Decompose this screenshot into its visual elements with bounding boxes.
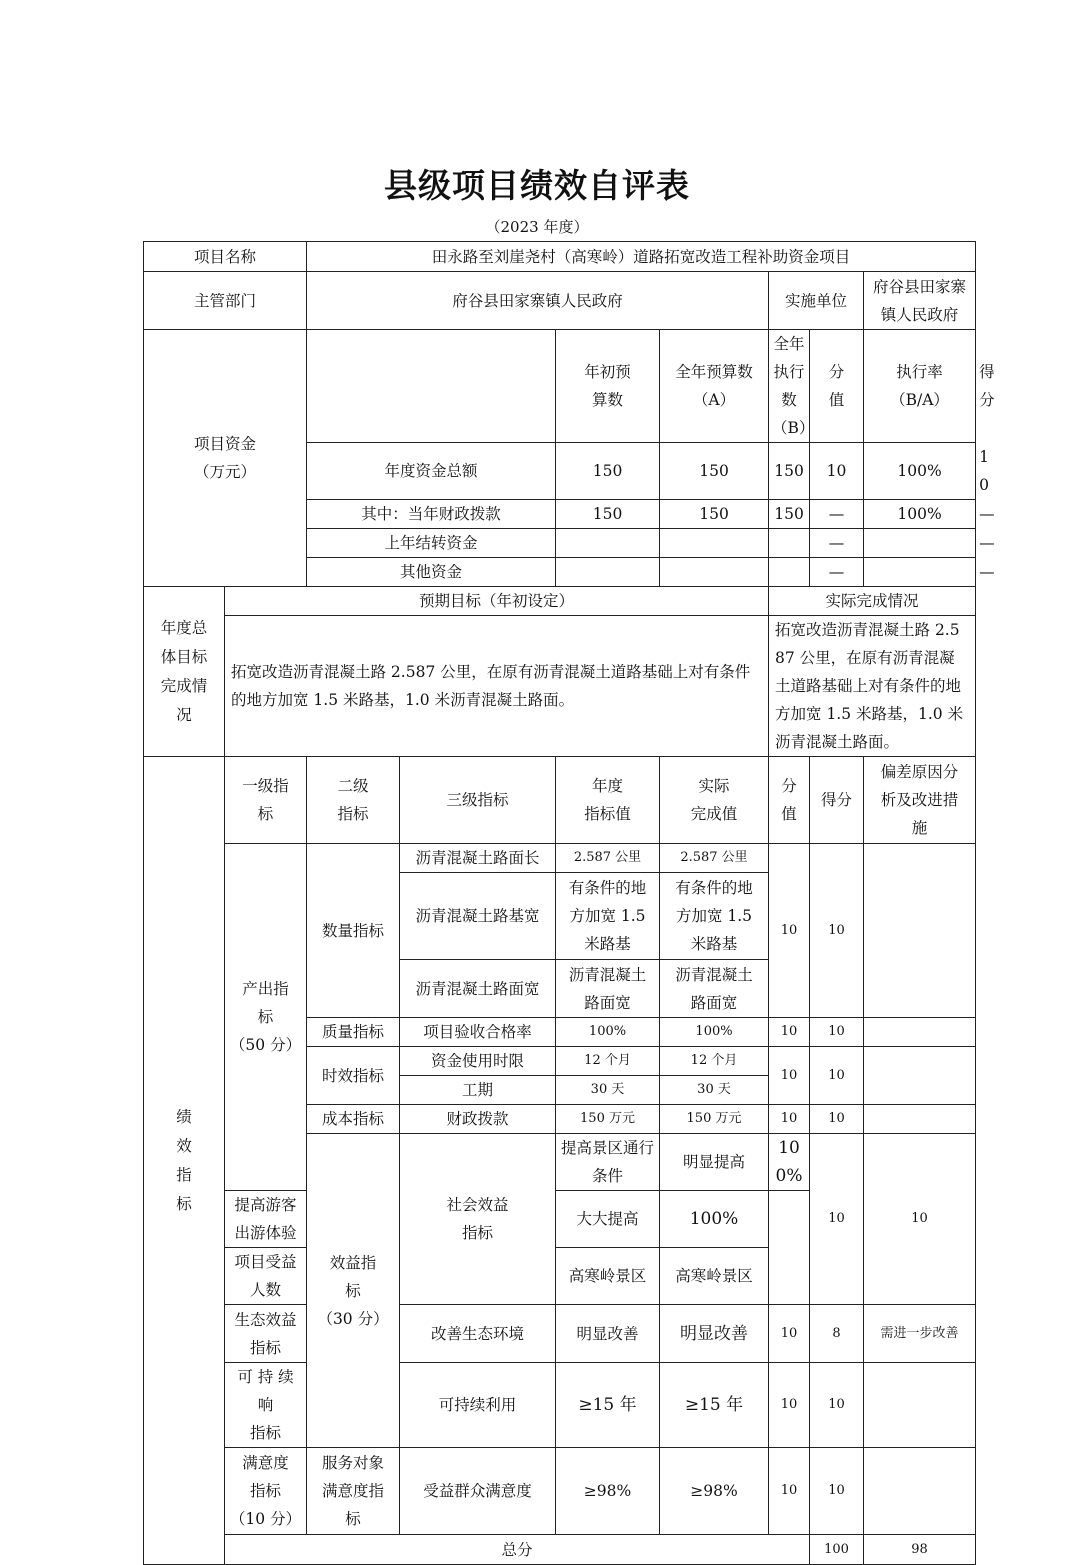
total-label: 总分	[225, 1535, 810, 1565]
impl-value: 府谷县田家寨镇人民政府	[864, 272, 976, 330]
indicator-target: ≥15 年	[556, 1363, 660, 1448]
funds-row-name: 上年结转资金	[307, 529, 556, 558]
indicator-got: 10	[810, 1018, 864, 1047]
perf-header-target: 年度 指标值	[556, 757, 660, 844]
project-name-label: 项目名称	[144, 242, 307, 272]
indicator-name: 沥青混凝土路基宽	[400, 873, 556, 960]
funds-row-initial: 150	[556, 443, 660, 500]
funds-row-exec	[769, 529, 810, 558]
indicator-target: 明显提高	[660, 1134, 769, 1191]
funds-header-exec: 全年执行数 （B）	[769, 330, 810, 443]
funds-row-score: 10	[810, 443, 864, 500]
indicator-score: 10	[769, 1018, 810, 1047]
funds-row-name: 年度资金总额	[307, 443, 556, 500]
quantity-score: 10	[769, 844, 810, 1018]
indicator-target: 沥青混凝土 路面宽	[556, 960, 660, 1018]
funds-header-rate: 执行率 （B/A）	[864, 330, 976, 443]
indicator-deviation	[864, 1363, 976, 1448]
funds-row-initial: 150	[556, 500, 660, 529]
indicator-actual: 150 万元	[660, 1105, 769, 1134]
indicator-actual: 明显改善	[660, 1305, 769, 1363]
indicator-actual: 100%	[660, 1191, 769, 1248]
funds-row-name: 其中：当年财政拨款	[307, 500, 556, 529]
indicator-deviation	[864, 1105, 976, 1134]
indicator-actual: 高寒岭景区	[660, 1248, 769, 1305]
quantity-deviation	[864, 844, 976, 1018]
indicator-actual: 12 个月	[660, 1047, 769, 1076]
indicator-actual: 30 天	[660, 1076, 769, 1105]
indicator-deviation: 需进一步改善	[864, 1305, 976, 1363]
funds-row-score: —	[810, 500, 864, 529]
indicator-actual: ≥98%	[660, 1448, 769, 1535]
funds-row-rate	[864, 558, 976, 587]
perf-header-got: 得分	[810, 757, 864, 844]
funds-row-rate: 100%	[864, 443, 976, 500]
indicator-actual: 100%	[769, 1134, 810, 1191]
funds-row-exec: 150	[769, 500, 810, 529]
quantity-label: 数量指标	[307, 844, 400, 1018]
evaluation-table: 项目名称 田永路至刘崖尧村（高寒岭）道路拓宽改造工程补助资金项目 主管部门 府谷县田家寨镇人民政府 实施单位 府谷县田家寨镇人民政府 项目资金 （万元） 年初预 算数 全年预算数 （A） 全年执行数 （B） 分 值 执行率 （B/A） 得分 年度资金总额 150 150 150 10 100% 10 其中：当年财政拨款 150 150 150 — 100% — 上年结转资金 — — 其他资金 — — 年度总 体目标 完成情 况 预期目标（年初设定） 实际完成情况 拓宽改造沥青混凝土路 2.587 公里，在原有沥青混凝土道路基础上对有条件的地方加宽 1.5 米路基，1.0 米沥青混凝土路面。 拓宽改造沥青混凝土路 2.587 公里，在原有沥青混凝土道路基础上对有条件的地方加宽 1.5 米路基，1.0 米沥青混凝土路面。 绩 效 指 标 一级指 标 二级 指标 三级指标 年度 指标值 实际 完成值 分 值 得分 偏差原因分 析及改进措 施 产出指 标 （50 分） 数量指标 沥青混凝土路面长 2.587 公里 2.587 公里 10 10 沥青混凝土路基宽 有条件的地 方加宽 1.5 米路基 有条件的地 方加宽 1.5 米路基 沥青混凝土路面宽 沥青混凝土 路面宽 沥青混凝土 路面宽 质量指标 项目验收合格率 100% 100% 10 10 时效指标 资金使用时限 12 个月 12 个月 10 10 工期 30 天 30 天 成本指标 财政拨款 150 万元 150 万元 10 10 效益指 标 （30 分） 社会效益 指标 提高景区通行条件 明显提高 100% 10 10 提高游客出游体验 大大提高 100% 项目受益人数 高寒岭景区 高寒岭景区 生态效益 指标 改善生态环境 明显改善 明显改善 10 8 需进一步改善 可 持 续 响 指标 可持续利用 ≥15 年 ≥15 年 10 10 满意度 指标 （10 分） 服务对象 满意度指 标 受益群众满意度 ≥98% ≥98% 10 10 总分 100 98	[143, 241, 976, 1565]
total-got: 98	[864, 1535, 976, 1565]
goals-label: 年度总 体目标 完成情 况	[144, 587, 225, 757]
dept-label: 主管部门	[144, 272, 307, 330]
funds-row-annual	[660, 558, 769, 587]
benefit-label: 效益指 标 （30 分）	[307, 1134, 400, 1448]
indicator-name: 沥青混凝土路面长	[400, 844, 556, 873]
indicator-name: 项目受益人数	[225, 1248, 307, 1305]
indicator-got: 10	[810, 1448, 864, 1535]
indicator-got: 10	[810, 1105, 864, 1134]
indicator-target: 150 万元	[556, 1105, 660, 1134]
dept-value: 府谷县田家寨镇人民政府	[307, 272, 769, 330]
indicator-name: 受益群众满意度	[400, 1448, 556, 1535]
funds-header-score: 分 值	[810, 330, 864, 443]
funds-label: 项目资金 （万元）	[144, 330, 307, 587]
indicator-name: 沥青混凝土路面宽	[400, 960, 556, 1018]
funds-row-annual: 150	[660, 500, 769, 529]
indicator-name: 财政拨款	[400, 1105, 556, 1134]
total-score: 100	[810, 1535, 864, 1565]
goals-actual-header: 实际完成情况	[769, 587, 976, 616]
indicator-target: 明显改善	[556, 1305, 660, 1363]
indicator-got: 8	[810, 1305, 864, 1363]
sustain-label: 可 持 续 响 指标	[225, 1363, 307, 1448]
indicator-name: 改善生态环境	[400, 1305, 556, 1363]
indicator-name: 项目验收合格率	[400, 1018, 556, 1047]
funds-row-rate	[864, 529, 976, 558]
funds-row-score: —	[810, 558, 864, 587]
indicator-name: 可持续利用	[400, 1363, 556, 1448]
indicator-actual: 有条件的地 方加宽 1.5 米路基	[660, 873, 769, 960]
funds-row-exec: 150	[769, 443, 810, 500]
funds-row-rate: 100%	[864, 500, 976, 529]
funds-row-score: —	[810, 529, 864, 558]
goals-actual: 拓宽改造沥青混凝土路 2.587 公里，在原有沥青混凝土道路基础上对有条件的地方加宽 1.5 米路基，1.0 米沥青混凝土路面。	[769, 616, 976, 757]
indicator-score: 10	[769, 1363, 810, 1448]
indicator-target: ≥98%	[556, 1448, 660, 1535]
quality-label: 质量指标	[307, 1018, 400, 1047]
indicator-actual: 100%	[660, 1018, 769, 1047]
goals-expected-header: 预期目标（年初设定）	[225, 587, 769, 616]
perf-label: 绩 效 指 标	[144, 757, 225, 1565]
timely-score: 10	[769, 1047, 810, 1105]
indicator-name: 工期	[400, 1076, 556, 1105]
indicator-score: 10	[769, 1305, 810, 1363]
cost-label: 成本指标	[307, 1105, 400, 1134]
document-title: 县级项目绩效自评表	[384, 166, 690, 205]
funds-row-exec	[769, 558, 810, 587]
indicator-target: 大大提高	[556, 1191, 660, 1248]
indicator-actual: ≥15 年	[660, 1363, 769, 1448]
perf-header-l2: 二级 指标	[307, 757, 400, 844]
eco-label: 生态效益 指标	[225, 1305, 307, 1363]
funds-header-annual: 全年预算数 （A）	[660, 330, 769, 443]
perf-header-actual: 实际 完成值	[660, 757, 769, 844]
indicator-name: 提高游客出游体验	[225, 1191, 307, 1248]
indicator-target: 30 天	[556, 1076, 660, 1105]
indicator-deviation	[864, 1018, 976, 1047]
perf-header-deviation: 偏差原因分 析及改进措 施	[864, 757, 976, 844]
quantity-got: 10	[810, 844, 864, 1018]
project-name: 田永路至刘崖尧村（高寒岭）道路拓宽改造工程补助资金项目	[307, 242, 976, 272]
indicator-target: 12 个月	[556, 1047, 660, 1076]
funds-row-initial	[556, 558, 660, 587]
impl-label: 实施单位	[769, 272, 864, 330]
indicator-score: 10	[769, 1448, 810, 1535]
goals-expected: 拓宽改造沥青混凝土路 2.587 公里，在原有沥青混凝土道路基础上对有条件的地方加宽 1.5 米路基，1.0 米沥青混凝土路面。	[225, 616, 769, 757]
indicator-name: 资金使用时限	[400, 1047, 556, 1076]
satisfaction-label: 满意度 指标 （10 分）	[225, 1448, 307, 1535]
perf-header-l3: 三级指标	[400, 757, 556, 844]
indicator-deviation	[864, 1448, 976, 1535]
indicator-target: 100%	[556, 1018, 660, 1047]
social-score: 10	[810, 1134, 864, 1305]
indicator-target: 2.587 公里	[556, 844, 660, 873]
social-label: 社会效益 指标	[400, 1134, 556, 1305]
perf-header-l1: 一级指 标	[225, 757, 307, 844]
funds-row-name: 其他资金	[307, 558, 556, 587]
perf-header-score: 分 值	[769, 757, 810, 844]
output-label: 产出指 标 （50 分）	[225, 844, 307, 1191]
timely-deviation	[864, 1047, 976, 1105]
indicator-target: 高寒岭景区	[556, 1248, 660, 1305]
satisfaction-sub-label: 服务对象 满意度指 标	[307, 1448, 400, 1535]
indicator-actual: 2.587 公里	[660, 844, 769, 873]
timely-got: 10	[810, 1047, 864, 1105]
indicator-target: 有条件的地 方加宽 1.5 米路基	[556, 873, 660, 960]
indicator-name: 提高景区通行条件	[556, 1134, 660, 1191]
timely-label: 时效指标	[307, 1047, 400, 1105]
funds-header-initial: 年初预 算数	[556, 330, 660, 443]
document-year: （2023 年度）	[485, 218, 589, 236]
funds-row-initial	[556, 529, 660, 558]
indicator-got: 10	[810, 1363, 864, 1448]
funds-row-annual: 150	[660, 443, 769, 500]
funds-row-annual	[660, 529, 769, 558]
indicator-score: 10	[769, 1105, 810, 1134]
indicator-actual: 沥青混凝土 路面宽	[660, 960, 769, 1018]
social-got: 10	[864, 1134, 976, 1305]
